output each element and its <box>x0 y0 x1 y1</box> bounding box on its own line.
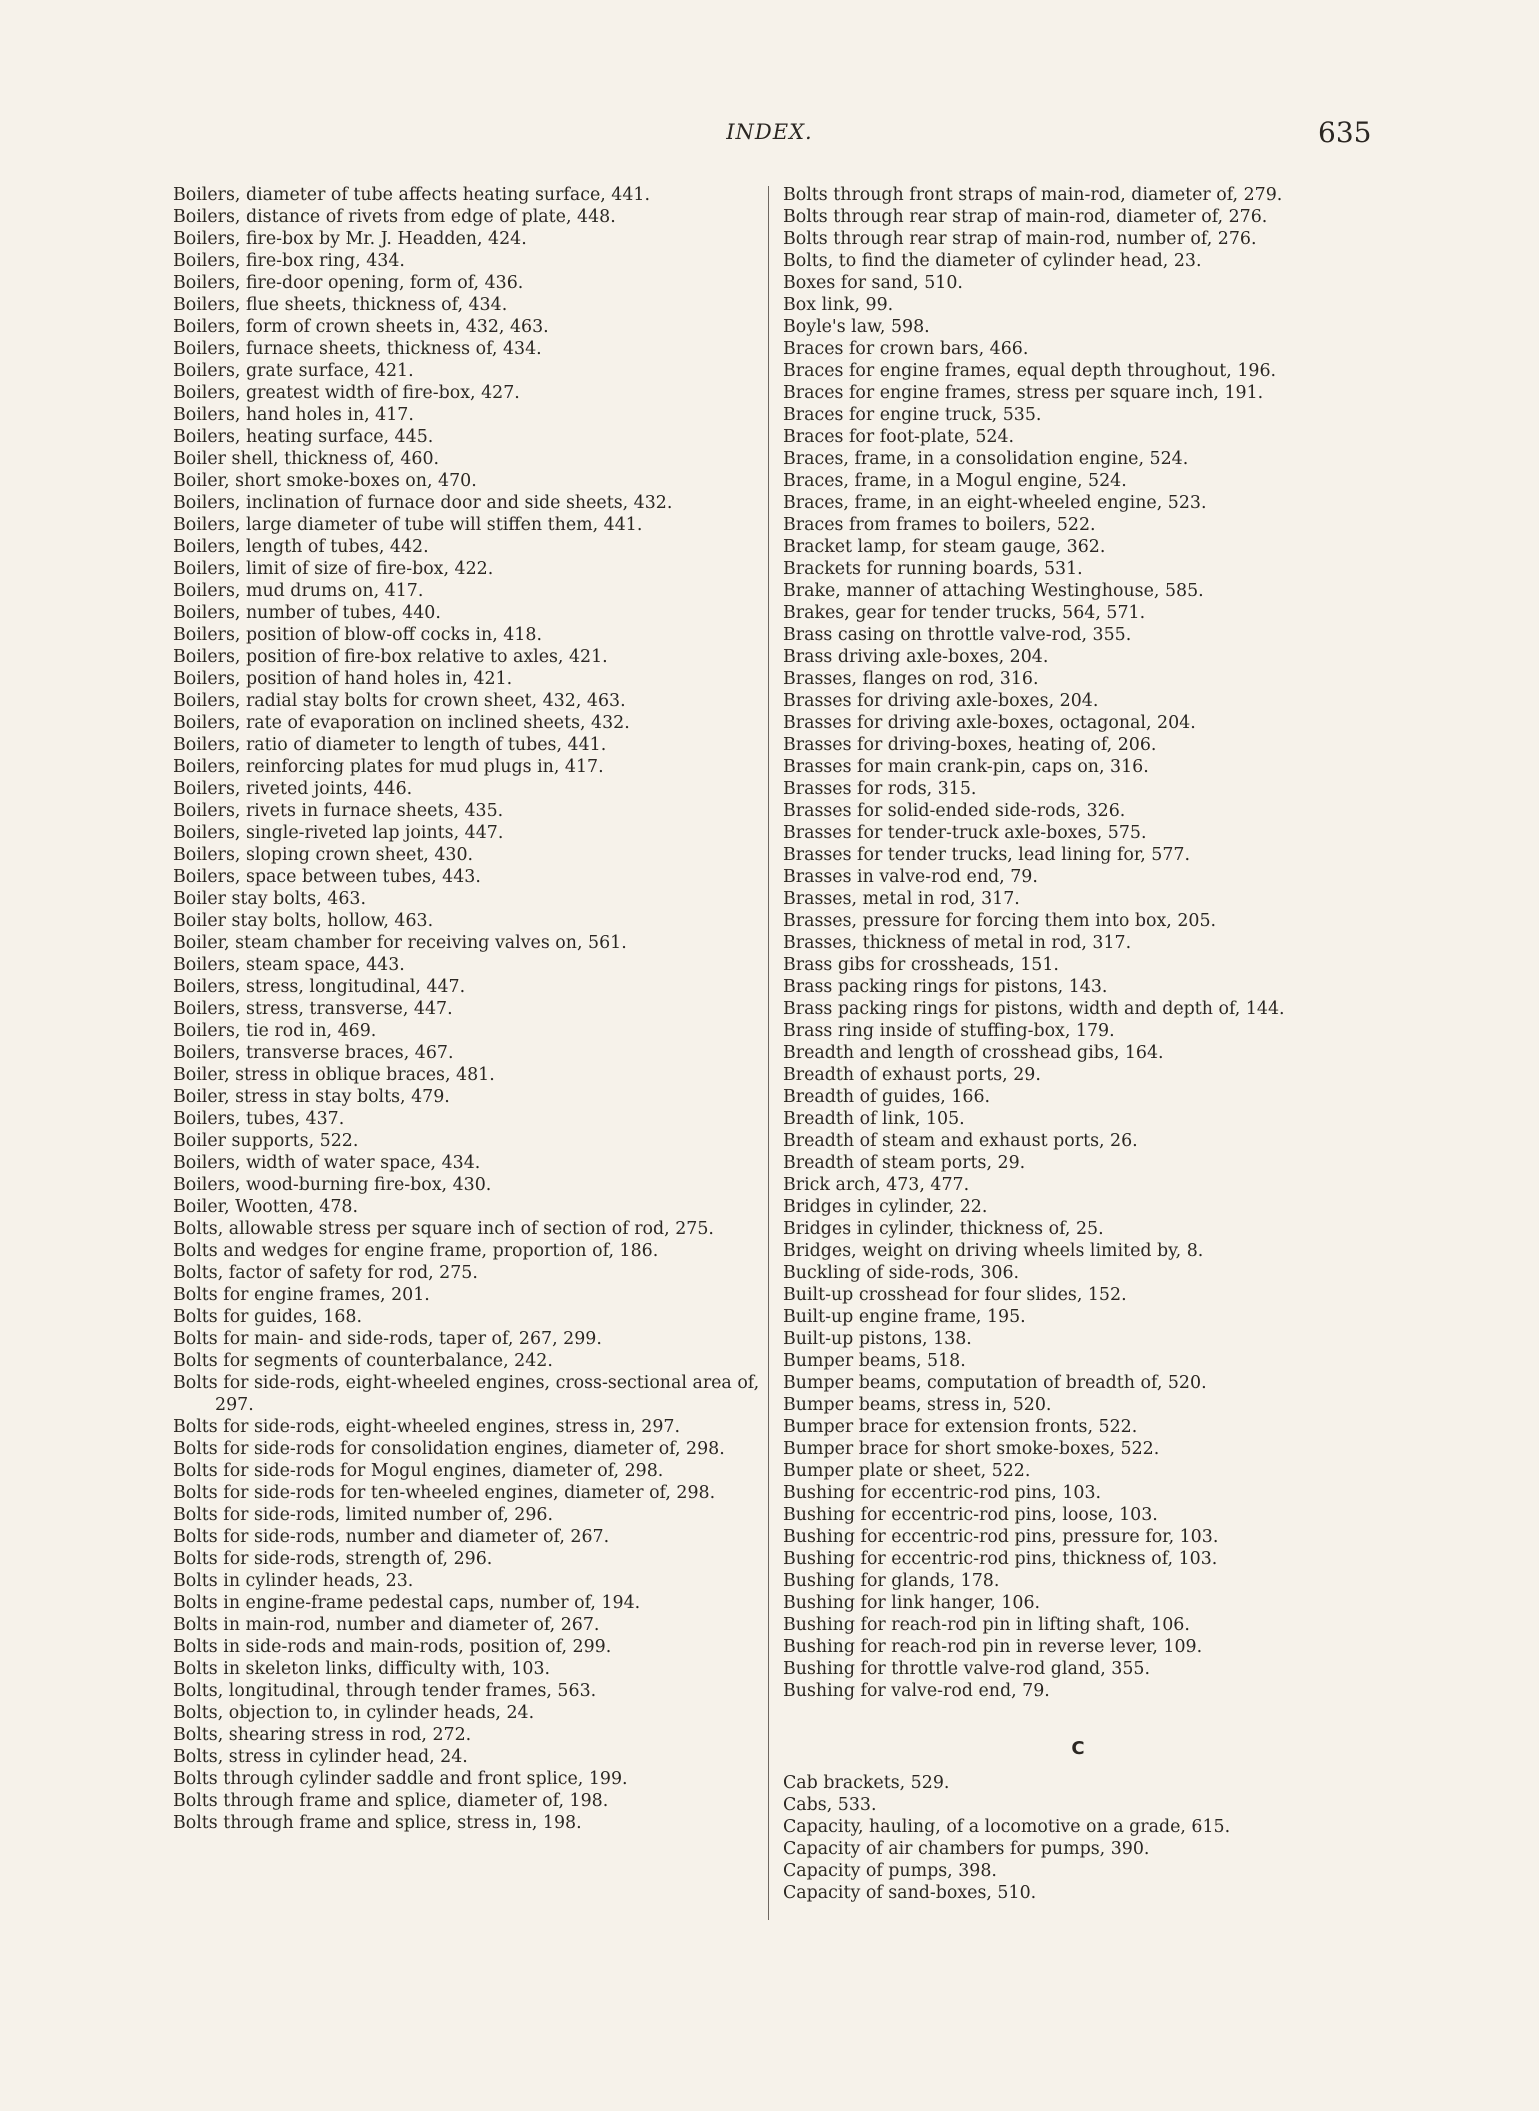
index-entry: Boiler, steam chamber for receiving valves on, 561. <box>173 933 627 953</box>
index-entry: Bolts, factor of safety for rod, 275. <box>173 1263 478 1283</box>
index-entry: Bridges, weight on driving wheels limited by, 8. <box>783 1241 1204 1261</box>
index-entry: Boilers, fire-door opening, form of, 436. <box>173 273 524 293</box>
index-entry: Cabs, 533. <box>783 1795 877 1815</box>
index-entry: Brasses, thickness of metal in rod, 317. <box>783 933 1132 953</box>
index-entry: Boilers, steam space, 443. <box>173 955 405 975</box>
index-entry: Boilers, position of hand holes in, 421. <box>173 669 513 689</box>
index-entry: Boilers, number of tubes, 440. <box>173 603 441 623</box>
index-entry: Braces, frame, in a consolidation engine, 524. <box>783 449 1189 469</box>
section-c-entries <box>783 1772 1383 1904</box>
index-entry: Boiler, stress in stay bolts, 479. <box>173 1087 450 1107</box>
index-entry: Bolts, allowable stress per square inch of section of rod, 275. <box>173 1219 714 1239</box>
index-entry: Boilers, large diameter of tube will stiffen them, 441. <box>173 515 643 535</box>
index-entry: Boiler supports, 522. <box>173 1131 359 1151</box>
index-entry: Bushing for eccentric-rod pins, pressure for, 103. <box>783 1527 1219 1547</box>
index-entry: Breadth and length of crosshead gibs, 164. <box>783 1043 1164 1063</box>
index-entry: Capacity of pumps, 398. <box>783 1861 997 1881</box>
index-entry: Brasses for tender trucks, lead lining for, 577. <box>783 845 1191 865</box>
index-entry: Bushing for link hanger, 106. <box>783 1593 1041 1613</box>
index-entry: Bolts for side-rods for consolidation engines, diameter of, 298. <box>173 1439 725 1459</box>
index-entry: Boilers, riveted joints, 446. <box>173 779 413 799</box>
index-entry: Boilers, furnace sheets, thickness of, 434. <box>173 339 542 359</box>
index-entry: Boiler stay bolts, 463. <box>173 889 366 909</box>
index-entry: Boilers, distance of rivets from edge of plate, 448. <box>173 207 616 227</box>
index-entry: Bolts for side-rods, number and diameter of, 267. <box>173 1527 610 1547</box>
index-entry: Brasses for rods, 315. <box>783 779 977 799</box>
index-entry: Bushing for eccentric-rod pins, loose, 103. <box>783 1505 1158 1525</box>
index-entry: Bolts through front straps of main-rod, diameter of, 279. <box>783 185 1283 205</box>
index-entry: Braces, frame, in an eight-wheeled engine, 523. <box>783 493 1207 513</box>
index-entry: Bolts for engine frames, 201. <box>173 1285 430 1305</box>
index-entry: Brass driving axle-boxes, 204. <box>783 647 1049 667</box>
index-entry: Boiler stay bolts, hollow, 463. <box>173 911 434 931</box>
index-entry: Bushing for glands, 178. <box>783 1571 1000 1591</box>
index-entry: Boilers, stress, longitudinal, 447. <box>173 977 466 997</box>
index-entry: Brake, manner of attaching Westinghouse, 585. <box>783 581 1204 601</box>
index-entry: Braces for engine truck, 535. <box>783 405 1042 425</box>
index-entry: Bolts for side-rods, strength of, 296. <box>173 1549 493 1569</box>
index-entry: Boiler, short smoke-boxes on, 470. <box>173 471 477 491</box>
index-entry: Braces for engine frames, stress per square inch, 191. <box>783 383 1264 403</box>
index-entry: Boilers, greatest width of fire-box, 427. <box>173 383 520 403</box>
index-entry: Bolts for guides, 168. <box>173 1307 363 1327</box>
index-entry: Boxes for sand, 510. <box>783 273 963 293</box>
index-entry: Boyle's law, 598. <box>783 317 930 337</box>
index-entry: Bolts, shearing stress in rod, 272. <box>173 1725 472 1745</box>
index-entry: Boilers, rate of evaporation on inclined sheets, 432. <box>173 713 630 733</box>
index-entry: Bushing for eccentric-rod pins, thickness of, 103. <box>783 1549 1218 1569</box>
index-entry: Bushing for valve-rod end, 79. <box>783 1681 1050 1701</box>
index-entry: Brasses for main crank-pin, caps on, 316. <box>783 757 1149 777</box>
index-column-right <box>783 184 1383 1904</box>
index-entry: Boiler, Wootten, 478. <box>173 1197 359 1217</box>
index-entry: Bolts in skeleton links, difficulty with, 103. <box>173 1659 551 1679</box>
index-entry: Boilers, radial stay bolts for crown sheet, 432, 463. <box>173 691 626 711</box>
index-entry: Boilers, limit of size of fire-box, 422. <box>173 559 494 579</box>
index-entry: Bumper beams, stress in, 520. <box>783 1395 1052 1415</box>
index-entry: Breadth of steam ports, 29. <box>783 1153 1026 1173</box>
index-entry: Brass gibs for crossheads, 151. <box>783 955 1059 975</box>
index-entry: Bolts for main- and side-rods, taper of, 267, 299. <box>173 1329 602 1349</box>
index-entry: Boiler shell, thickness of, 460. <box>173 449 440 469</box>
index-entry: Boilers, diameter of tube affects heating surface, 441. <box>173 185 651 205</box>
index-entry: Bumper brace for extension fronts, 522. <box>783 1417 1138 1437</box>
index-entry: Boilers, rivets in furnace sheets, 435. <box>173 801 504 821</box>
running-header-title: INDEX. <box>726 120 813 144</box>
index-entry: Bridges in cylinder, thickness of, 25. <box>783 1219 1104 1239</box>
index-entry: Bolts through frame and splice, stress in, 198. <box>173 1813 582 1833</box>
index-entry: Boilers, heating surface, 445. <box>173 427 434 447</box>
index-entry: Bushing for eccentric-rod pins, 103. <box>783 1483 1102 1503</box>
index-entry: Breadth of guides, 166. <box>783 1087 991 1107</box>
section-letter-c: C <box>1071 1738 1085 1759</box>
index-entry: Bumper beams, 518. <box>783 1351 966 1371</box>
right-column-entries <box>783 184 1383 1702</box>
index-entry: Bolts for side-rods for Mogul engines, diameter of, 298. <box>173 1461 664 1481</box>
index-entry: Bolts for segments of counterbalance, 242. <box>173 1351 553 1371</box>
index-entry: Capacity of air chambers for pumps, 390. <box>783 1839 1150 1859</box>
index-entry: Bushing for reach-rod pin in lifting shaft, 106. <box>783 1615 1190 1635</box>
index-entry: Brasses for tender-truck axle-boxes, 575. <box>783 823 1147 843</box>
index-entry: Bolts in cylinder heads, 23. <box>173 1571 414 1591</box>
index-entry: Bolts through cylinder saddle and front splice, 199. <box>173 1769 628 1789</box>
index-entry: Bolts in main-rod, number and diameter of, 267. <box>173 1615 600 1635</box>
index-entry: Bushing for reach-rod pin in reverse lever, 109. <box>783 1637 1203 1657</box>
index-entry: Bushing for throttle valve-rod gland, 355. <box>783 1659 1150 1679</box>
index-entry: Breadth of exhaust ports, 29. <box>783 1065 1041 1085</box>
index-entry: Bolts for side-rods, eight-wheeled engines, stress in, 297. <box>173 1417 681 1437</box>
index-entry: Bolts for side-rods for ten-wheeled engines, diameter of, 298. <box>173 1483 716 1503</box>
index-entry: Brasses for driving axle-boxes, octagonal, 204. <box>783 713 1196 733</box>
index-entry: Boilers, single-riveted lap joints, 447. <box>173 823 504 843</box>
index-entry: Bolts through frame and splice, diameter of, 198. <box>173 1791 609 1811</box>
index-entry: Brasses for driving-boxes, heating of, 206. <box>783 735 1157 755</box>
index-entry: Boilers, transverse braces, 467. <box>173 1043 454 1063</box>
index-entry: Boilers, fire-box ring, 434. <box>173 251 405 271</box>
index-entry: Brick arch, 473, 477. <box>783 1175 970 1195</box>
index-entry: Braces for engine frames, equal depth throughout, 196. <box>783 361 1277 381</box>
index-entry: Boilers, fire-box by Mr. J. Headden, 424. <box>173 229 527 249</box>
index-entry: Brass ring inside of stuffing-box, 179. <box>783 1021 1115 1041</box>
index-entry: Boilers, space between tubes, 443. <box>173 867 481 887</box>
index-entry: Built-up crosshead for four slides, 152. <box>783 1285 1127 1305</box>
page-number: 635 <box>1318 116 1372 149</box>
index-entry: Boilers, inclination of furnace door and side sheets, 432. <box>173 493 673 513</box>
index-entry: Brasses for driving axle-boxes, 204. <box>783 691 1099 711</box>
index-entry: Boilers, position of fire-box relative to axles, 421. <box>173 647 608 667</box>
index-entry: Brackets for running boards, 531. <box>783 559 1083 579</box>
index-entry: Bolts through rear strap of main-rod, diameter of, 276. <box>783 207 1268 227</box>
index-entry: Boilers, sloping crown sheet, 430. <box>173 845 474 865</box>
index-entry: Cab brackets, 529. <box>783 1773 950 1793</box>
index-entry: Boilers, stress, transverse, 447. <box>173 999 453 1019</box>
index-entry: Bolts through rear strap of main-rod, number of, 276. <box>783 229 1257 249</box>
index-entry: Boilers, hand holes in, 417. <box>173 405 414 425</box>
index-entry: Boilers, grate surface, 421. <box>173 361 414 381</box>
index-entry: Capacity of sand-boxes, 510. <box>783 1883 1037 1903</box>
index-entry: Boilers, mud drums on, 417. <box>173 581 424 601</box>
index-entry: Capacity, hauling, of a locomotive on a grade, 615. <box>783 1817 1231 1837</box>
index-entry: Braces, frame, in a Mogul engine, 524. <box>783 471 1127 491</box>
index-entry: Bumper beams, computation of breadth of, 520. <box>783 1373 1207 1393</box>
index-entry: Bolts, objection to, in cylinder heads, 24. <box>173 1703 535 1723</box>
index-entry: Brass packing rings for pistons, 143. <box>783 977 1108 997</box>
index-entry: Brasses, flanges on rod, 316. <box>783 669 1039 689</box>
index-entry: Boilers, ratio of diameter to length of tubes, 441. <box>173 735 607 755</box>
index-entry: Bolts in engine-frame pedestal caps, number of, 194. <box>173 1593 641 1613</box>
index-entry: Boilers, position of blow-off cocks in, 418. <box>173 625 542 645</box>
index-entry: Brasses, pressure for forcing them into box, 205. <box>783 911 1217 931</box>
index-entry: Bolts, longitudinal, through tender frames, 563. <box>173 1681 597 1701</box>
index-entry: Bolts and wedges for engine frame, proportion of, 186. <box>173 1241 659 1261</box>
index-entry: Boilers, tubes, 437. <box>173 1109 345 1129</box>
index-entry: Boilers, width of water space, 434. <box>173 1153 481 1173</box>
index-entry: Box link, 99. <box>783 295 894 315</box>
index-entry: Boilers, tie rod in, 469. <box>173 1021 377 1041</box>
index-entry: Built-up pistons, 138. <box>783 1329 972 1349</box>
index-entry: Boilers, reinforcing plates for mud plugs in, 417. <box>173 757 604 777</box>
index-entry: Breadth of steam and exhaust ports, 26. <box>783 1131 1138 1151</box>
index-entry: Brakes, gear for tender trucks, 564, 571. <box>783 603 1146 623</box>
index-column-left <box>173 184 765 1834</box>
index-entry: Boiler, stress in oblique braces, 481. <box>173 1065 495 1085</box>
index-entry: Boilers, form of crown sheets in, 432, 463. <box>173 317 549 337</box>
index-entry: Boilers, length of tubes, 442. <box>173 537 429 557</box>
index-entry: Brasses, metal in rod, 317. <box>783 889 1020 909</box>
index-entry: Brasses in valve-rod end, 79. <box>783 867 1038 887</box>
index-entry: Boilers, flue sheets, thickness of, 434. <box>173 295 508 315</box>
index-entry: Bracket lamp, for steam gauge, 362. <box>783 537 1106 557</box>
index-entry: Braces from frames to boilers, 522. <box>783 515 1096 535</box>
index-entry: Brass packing rings for pistons, width and depth of, 144. <box>783 999 1285 1019</box>
index-entry: Braces for foot-plate, 524. <box>783 427 1015 447</box>
index-entry: Bolts for side-rods, limited number of, 296. <box>173 1505 554 1525</box>
index-entry: Boilers, wood-burning fire-box, 430. <box>173 1175 492 1195</box>
index-entry: Breadth of link, 105. <box>783 1109 965 1129</box>
index-entry: Bumper plate or sheet, 522. <box>783 1461 1031 1481</box>
index-entry: Brasses for solid-ended side-rods, 326. <box>783 801 1126 821</box>
index-entry: Bumper brace for short smoke-boxes, 522. <box>783 1439 1160 1459</box>
index-entry: Bridges in cylinder, 22. <box>783 1197 988 1217</box>
index-entry: Braces for crown bars, 466. <box>783 339 1029 359</box>
index-entry: Bolts in side-rods and main-rods, position of, 299. <box>173 1637 612 1657</box>
index-entry: Buckling of side-rods, 306. <box>783 1263 1020 1283</box>
index-entry: Built-up engine frame, 195. <box>783 1307 1026 1327</box>
index-entry: Bolts for side-rods, eight-wheeled engines, cross-sectional area of, 297. <box>173 1373 760 1415</box>
column-divider <box>768 186 769 1920</box>
index-entry: Brass casing on throttle valve-rod, 355. <box>783 625 1132 645</box>
index-entry: Bolts, to find the diameter of cylinder head, 23. <box>783 251 1202 271</box>
index-entry: Bolts, stress in cylinder head, 24. <box>173 1747 468 1767</box>
